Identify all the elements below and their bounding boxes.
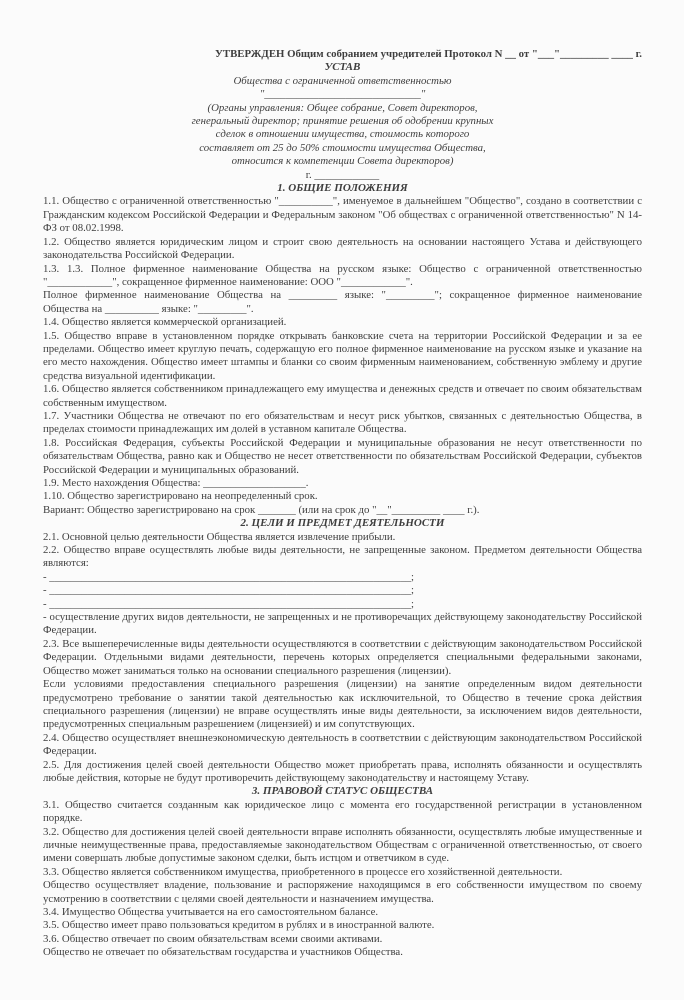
clause-1-3: 1.3. 1.3. Полное фирменное наименование Общества на русском языке: Общество с ограниченной ответственностью "____________", сокращенное фирменное наименование: ООО "____________". [43, 262, 642, 288]
clause-1-7: 1.7. Участники Общества не отвечают по его обязательствам и несут риск убытков, связанных с деятельностью Общества, в пределах стоимости принадлежащих им долей в уставном капитале Общества. [43, 409, 642, 436]
clause-1-5: 1.5. Общество вправе в установленном порядке открывать банковские счета на территории Российской Федерации и за ее пределами. Общество имеет круглую печать, содержащую его полное фирменное наименование на русском языке и указание на его место нахождения. Общество имеет штампы и бланки со своим фирменным наименованием, собственную эмблему и другие средства визуальной идентификации. [43, 329, 642, 382]
clause-1-10-variant: Вариант: Общество зарегистрировано на срок _______ (или на срок до "__"_________ ____ г.). [43, 503, 480, 516]
section-heading-general: 1. ОБЩИЕ ПОЛОЖЕНИЯ [277, 182, 408, 195]
clause-3-3: 3.3. Общество является собственником имущества, приобретенного в процессе его хозяйственной деятельности. [43, 865, 563, 878]
clause-3-1: 3.1. Общество считается созданным как юридическое лицо с момента его государственной регистрации в установленном порядке. [43, 798, 642, 825]
document-subtitle: Общества с ограниченной ответственностью [233, 74, 452, 87]
clause-2-2: 2.2. Общество вправе осуществлять любые виды деятельности, не запрещенные законом. Предметом деятельности Общества являются: [43, 544, 642, 570]
clause-1-10: 1.10. Общество зарегистрировано на неопределенный срок. [43, 490, 318, 503]
management-note-line: (Органы управления: Общее собрание, Совет директоров, [207, 101, 478, 114]
clause-1-4: 1.4. Общество является коммерческой организацией. [43, 316, 287, 329]
clause-1-3-cont: Полное фирменное наименование Общества на _________ языке: "_________"; сокращенное фирменное наименование Общества на __________ языке: "_________". [43, 289, 642, 315]
document-title: УСТАВ [324, 61, 361, 74]
clause-3-6: 3.6. Общество отвечает по своим обязательствам всеми своими активами. [43, 932, 383, 945]
activity-other-line: - осуществление других видов деятельности, не запрещенных и не противоречащих действующему законодательству Российской Федерации. [43, 611, 642, 637]
clause-2-5: 2.5. Для достижения целей своей деятельности Общество может приобретать права, исполнять обязанности и осуществлять любые действия, которые не будут противоречить действующему законодательству и настоящему Уставу. [43, 758, 642, 784]
management-note-line: генеральный директор; принятие решения об одобрении крупных [191, 115, 494, 128]
activity-blank-line: - ___________________________________________________________________; [43, 584, 414, 597]
clause-1-6: 1.6. Общество является собственником принадлежащего ему имущества и денежных средств и отвечает по своим обязательствам собственным имуществом. [43, 383, 642, 409]
company-name-blank: "_____________________________" [259, 88, 426, 101]
approval-line: УТВЕРЖДЕН Общим собранием учредителей Протокол N __ от "___"_________ ____ г. [214, 48, 642, 60]
clause-3-4: 3.4. Имущество Общества учитывается на его самостоятельном балансе. [43, 906, 379, 918]
management-note-line: сделок в отношении имущества, стоимость которого [215, 128, 470, 141]
management-note-line: относится к компетенции Совета директоров) [231, 155, 454, 168]
clause-1-8: 1.8. Российская Федерация, субъекты Российской Федерации и муниципальные образования не несут ответственности по обязательствам Общества, равно как и Общество не несет ответственности по обязательствам Российской Федерации, субъектов Российской Федерации и муниципальных образований. [43, 436, 642, 476]
city-blank-line: г. ____________ [305, 168, 380, 181]
clause-2-1: 2.1. Основной целью деятельности Общества является извлечение прибыли. [43, 530, 396, 543]
clause-1-1: 1.1. Общество с ограниченной ответственностью "__________", именуемое в дальнейшем "Общество", создано в соответствии с Гражданским кодексом Российской Федерации и Федеральным законом "Об обществах с ограниченной ответственностью" N 14-ФЗ от 08.02.1998. [43, 195, 642, 235]
clause-1-2: 1.2. Общество является юридическим лицом и строит свою деятельность на основании настоящего Устава и действующего законодательства Российской Федерации. [43, 235, 642, 262]
section-heading-activities: 2. ЦЕЛИ И ПРЕДМЕТ ДЕЯТЕЛЬНОСТИ [240, 517, 445, 530]
clause-2-4: 2.4. Общество осуществляет внешнеэкономическую деятельность в соответствии с действующим законодательством Российской Федерации. [43, 731, 642, 758]
clause-1-9: 1.9. Место нахождения Общества: ___________________. [43, 477, 309, 489]
activity-blank-line: - ___________________________________________________________________; [43, 570, 414, 583]
section-heading-legal-status: 3. ПРАВОВОЙ СТАТУС ОБЩЕСТВА [251, 785, 434, 798]
clause-2-3-cont: Если условиями предоставления специального разрешения (лицензии) на занятие определенным видом деятельности предусмотрено требование о занятии такой деятельностью как исключительной, то Общество в течение срока действия специального разрешения (лицензии) не вправе осуществлять иные виды деятельности, за исключением видов деятельности, предусмотренных специальным разрешением (лицензией) и им сопутствующих. [43, 678, 642, 731]
activity-blank-line: - ___________________________________________________________________; [43, 597, 414, 610]
clause-3-5: 3.5. Общество имеет право пользоваться кредитом в рублях и в иностранной валюте. [43, 919, 435, 932]
clause-3-6-cont: Общество не отвечает по обязательствам государства и участников Общества. [43, 946, 403, 959]
clause-3-3-cont: Общество осуществляет владение, пользование и распоряжение находящимся в его собственности имуществом по своему усмотрению в соответствии с целями своей деятельности и назначением имущества. [43, 879, 642, 905]
management-note-line: составляет от 25 до 50% стоимости имущества Общества, [199, 141, 486, 154]
clause-3-2: 3.2. Общество для достижения целей своей деятельности вправе исполнять обязанности, осуществлять любые имущественные и личные неимущественные права, предоставляемые законодательством Обществам с ограниченной ответственностью, от своего имени совершать любые допустимые законом сделки, быть истцом и ответчиком в суде. [43, 825, 642, 865]
clause-2-3: 2.3. Все вышеперечисленные виды деятельности осуществляются в соответствии с действующим законодательством Российской Федерации. Отдельными видами деятельности, перечень которых определяется специальными федеральными законами, Общество может заниматься только на основании специального разрешения (лицензии). [43, 637, 642, 677]
